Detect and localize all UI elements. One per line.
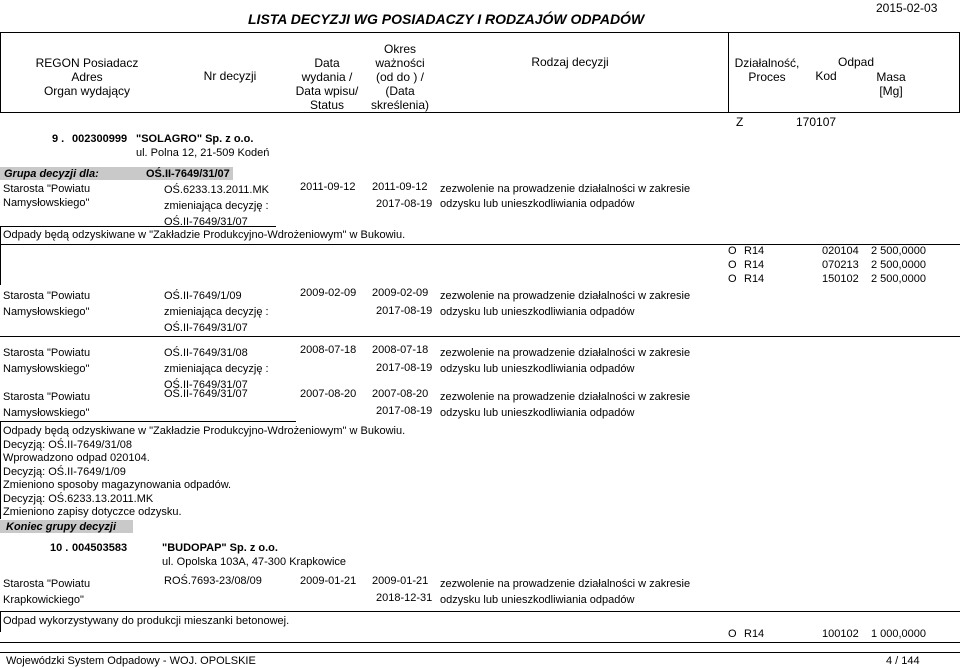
decision-valid-to: 2018-12-31 — [376, 592, 433, 604]
decision-type: zezwolenie na prowadzenie działalności w zakresie odzysku lub unieszkodliwiania odpadów — [440, 391, 691, 419]
decision-date: 2009-01-21 — [300, 575, 357, 587]
col-data-header: Data wydania / Data wpisu/ Status — [295, 56, 359, 112]
decision-note: Odpad wykorzystywany do produkcji mieszanki betonowej. — [3, 615, 290, 627]
decision-valid-from: 2011-09-12 — [372, 181, 428, 193]
decision-valid-to: 2017-08-19 — [376, 362, 433, 374]
waste-proc: O — [728, 245, 737, 257]
waste-kod: 020104 — [822, 245, 859, 257]
waste-r: R14 — [744, 245, 765, 257]
row-divider — [0, 244, 1, 285]
waste-masa: 2 500,0000 — [870, 259, 926, 271]
waste-kod: 150102 — [822, 273, 859, 285]
decision-type: zezwolenie na prowadzenie działalności w zakresie odzysku lub unieszkodliwiania odpadów — [440, 578, 691, 606]
holder2-name: "BUDOPAP" Sp. z o.o. — [162, 542, 278, 554]
col-masa-header: Masa [Mg] — [876, 70, 906, 98]
waste-r: R14 — [744, 628, 765, 640]
header-divider — [728, 32, 729, 113]
decision-type: zezwolenie na prowadzenie działalności w zakresie odzysku lub unieszkodliwiania odpadów — [440, 183, 691, 210]
waste-r: R14 — [744, 259, 765, 271]
decision-valid-from: 2009-01-21 — [372, 575, 429, 587]
footer-system: Wojewódzki System Odpadowy - WOJ. OPOLSKIE — [6, 655, 256, 667]
holder1-regon: 002300999 — [72, 133, 128, 145]
col-odpad-header: Odpad — [837, 55, 875, 69]
decision-type: zezwolenie na prowadzenie działalności w zakresie odzysku lub unieszkodliwiania odpadów — [440, 347, 691, 375]
decision-valid-to: 2017-08-19 — [376, 405, 433, 417]
waste-masa: 1 000,0000 — [870, 628, 926, 640]
col-kod-header: Kod — [815, 69, 837, 83]
holder1-number: 9 . — [52, 133, 65, 145]
decision-type: zezwolenie na prowadzenie działalności w zakresie odzysku lub unieszkodliwiania odpadów — [440, 290, 691, 318]
col-dzialalnosc-header: Działalność, Proces — [734, 56, 800, 84]
col-nr-header: Nr decyzji — [203, 69, 257, 83]
waste-masa: 2 500,0000 — [870, 245, 926, 257]
holder1-address: ul. Polna 12, 21-509 Kodeń — [136, 147, 270, 159]
decision-valid-from: 2008-07-18 — [372, 344, 429, 356]
decision-valid-from: 2009-02-09 — [372, 287, 429, 299]
decision-organ: Starosta "Powiatu Namysłowskiego" — [3, 347, 91, 375]
decision-number: OŚ.6233.13.2011.MK zmieniająca decyzję : OŚ.II-7649/31/07 — [164, 184, 269, 228]
footer-page: 4 / 144 — [886, 655, 920, 667]
decision-note: Odpady będą odzyskiwane w "Zakładzie Produkcyjno-Wdrożeniowym" w Bukowiu. — [3, 229, 406, 241]
decision-date: 2009-02-09 — [300, 287, 357, 299]
decision-organ: Starosta "Powiatu Namysłowskiego" — [3, 290, 91, 318]
report-date: 2015-02-03 — [876, 1, 938, 15]
waste-proc: O — [728, 259, 737, 271]
decision-date: 2011-09-12 — [300, 181, 356, 193]
row-divider — [0, 336, 960, 337]
col-rodzaj-header: Rodzaj decyzji — [531, 55, 609, 69]
decision-number: OŚ.II-7649/1/09 zmieniająca decyzję : OŚ.II-7649/31/07 — [164, 290, 269, 334]
waste-kod: 100102 — [822, 628, 859, 640]
waste-proc: O — [728, 273, 737, 285]
holder2-number: 10 . — [50, 542, 69, 554]
waste-r: R14 — [744, 273, 765, 285]
decision-valid-to: 2017-08-19 — [376, 305, 433, 317]
waste-kod: 070213 — [822, 259, 859, 271]
decision-organ: Starosta "Powiatu Namysłowskiego" — [3, 183, 91, 209]
report-title: LISTA DECYZJI WG POSIADACZY I RODZAJÓW ODPADÓW — [248, 11, 645, 27]
decision-number: ROŚ.7693-23/08/09 — [164, 575, 262, 587]
decision-organ: Starosta "Powiatu Krapkowickiego" — [3, 578, 91, 606]
decision-valid-to: 2017-08-19 — [376, 198, 433, 210]
holder2-address: ul. Opolska 103A, 47-300 Krapkowice — [162, 556, 347, 568]
group-value: OŚ.II-7649/31/07 — [146, 168, 230, 180]
decision-date: 2007-08-20 — [300, 388, 357, 400]
holder2-regon: 004503583 — [72, 542, 128, 554]
decision-organ: Starosta "Powiatu Namysłowskiego" — [3, 391, 91, 419]
holder1-kod: 170107 — [796, 115, 837, 129]
col-okres-header: Okres ważności (od do ) / (Data skreślenia) — [370, 42, 430, 112]
row-divider — [0, 244, 960, 245]
col-regon-header: REGON Posiadacz Adres Organ wydający — [35, 56, 139, 98]
decision-date: 2008-07-18 — [300, 344, 357, 356]
group-end-label: Koniec grupy decyzji — [6, 521, 117, 533]
waste-proc: O — [728, 628, 737, 640]
holder1-name: "SOLAGRO" Sp. z o.o. — [136, 133, 254, 145]
decision-valid-from: 2007-08-20 — [372, 388, 429, 400]
footer-divider — [0, 652, 960, 653]
decision-number: OŚ.II-7649/31/07 — [164, 388, 248, 400]
holder1-proc: Z — [736, 115, 744, 129]
group-notes: Odpady będą odzyskiwane w "Zakładzie Produkcyjno-Wdrożeniowym" w Bukowiu. Decyzją: OŚ.II-7649/31/08 Wprowadzono odpad 020104. Decyzją: OŚ.II-7649/1/09 Zmieniono sposoby magazynowania odpadów. Decyzją: OŚ.6233.13.2011.MK Zmieniono zapisy dotyczce odzysku. — [3, 425, 406, 518]
decision-number: OŚ.II-7649/31/08 zmieniająca decyzję : OŚ.II-7649/31/07 — [164, 347, 269, 391]
row-divider — [0, 642, 960, 643]
waste-masa: 2 500,0000 — [870, 273, 926, 285]
group-label: Grupa decyzji dla: — [4, 168, 99, 180]
